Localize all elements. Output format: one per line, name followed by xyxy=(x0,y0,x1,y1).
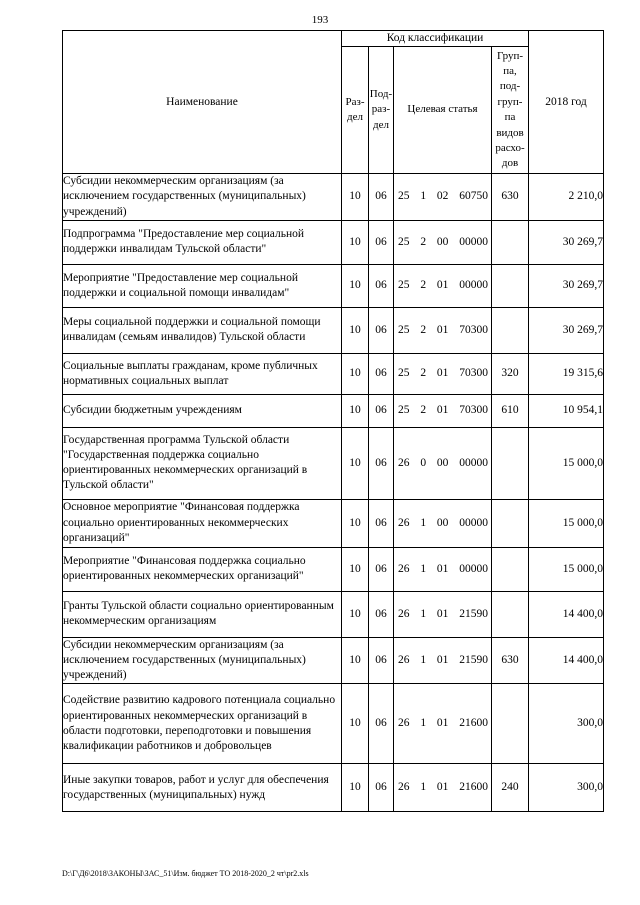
target-direction: 21600 xyxy=(459,717,488,730)
row-target-article xyxy=(394,264,492,307)
table-row xyxy=(63,264,604,307)
target-subprogram: 1 xyxy=(420,607,427,620)
row-razdel: 10 xyxy=(342,764,369,812)
row-expense-group xyxy=(492,684,529,764)
table-row xyxy=(63,174,604,221)
row-expense-group: 630 xyxy=(492,637,529,684)
row-amount: 14 400,0 xyxy=(529,637,604,684)
target-event: 01 xyxy=(436,562,449,575)
row-amount: 10 954,1 xyxy=(529,394,604,427)
row-target-article xyxy=(394,591,492,637)
table-row xyxy=(63,220,604,264)
row-amount: 15 000,0 xyxy=(529,547,604,591)
row-amount: 30 269,7 xyxy=(529,307,604,353)
row-target-article xyxy=(394,684,492,764)
row-expense-group xyxy=(492,220,529,264)
table-row xyxy=(63,547,604,591)
row-target-article xyxy=(394,353,492,394)
row-razdel: 10 xyxy=(342,427,369,499)
target-event: 01 xyxy=(436,717,449,730)
row-podrazdel: 06 xyxy=(369,307,394,353)
target-direction: 70300 xyxy=(459,404,488,417)
table-row xyxy=(63,307,604,353)
target-event: 01 xyxy=(436,404,449,417)
table-row xyxy=(63,637,604,684)
row-expense-group xyxy=(492,427,529,499)
row-expense-group: 610 xyxy=(492,394,529,427)
target-subprogram: 0 xyxy=(420,456,427,469)
row-razdel: 10 xyxy=(342,220,369,264)
target-direction: 00000 xyxy=(459,456,488,469)
target-direction: 00000 xyxy=(459,235,488,248)
row-target-article xyxy=(394,307,492,353)
row-razdel: 10 xyxy=(342,637,369,684)
row-name: Иные закупки товаров, работ и услуг для обеспечения государственных (муниципальных) нужд xyxy=(63,764,342,812)
row-expense-group xyxy=(492,591,529,637)
target-direction: 00000 xyxy=(459,516,488,529)
row-razdel: 10 xyxy=(342,394,369,427)
row-target-article xyxy=(394,174,492,221)
header-podrazdel: Под- раз- дел xyxy=(369,47,394,174)
row-name: Основное мероприятие "Финансовая поддержка социально ориентированных некоммерческих организаций" xyxy=(63,499,342,547)
table-row xyxy=(63,353,604,394)
row-expense-group: 630 xyxy=(492,174,529,221)
target-program: 25 xyxy=(398,404,410,417)
row-podrazdel: 06 xyxy=(369,220,394,264)
table-body xyxy=(63,174,604,812)
row-razdel: 10 xyxy=(342,264,369,307)
target-subprogram: 2 xyxy=(420,279,427,292)
target-event: 01 xyxy=(436,323,449,336)
target-program: 25 xyxy=(398,323,410,336)
target-event: 01 xyxy=(436,367,449,380)
row-name: Мероприятие "Финансовая поддержка социально ориентированных некоммерческих организаций" xyxy=(63,547,342,591)
row-amount: 15 000,0 xyxy=(529,427,604,499)
row-amount: 300,0 xyxy=(529,764,604,812)
row-podrazdel: 06 xyxy=(369,499,394,547)
row-razdel: 10 xyxy=(342,307,369,353)
row-target-article xyxy=(394,764,492,812)
target-event: 01 xyxy=(436,781,449,794)
row-amount: 300,0 xyxy=(529,684,604,764)
table-row xyxy=(63,394,604,427)
target-program: 26 xyxy=(398,562,410,575)
table-row xyxy=(63,427,604,499)
header-expense-group: Груп- па, под- груп- па видов расхо- дов xyxy=(492,47,529,174)
row-expense-group xyxy=(492,307,529,353)
row-target-article xyxy=(394,427,492,499)
header-name: Наименование xyxy=(63,31,342,174)
target-direction: 21590 xyxy=(459,607,488,620)
target-program: 26 xyxy=(398,516,410,529)
row-target-article xyxy=(394,220,492,264)
row-name: Содействие развитию кадрового потенциала социально ориентированных некоммерческих организаций в области подготовки, переподготовки и повышения квалификации работников и добровольцев xyxy=(63,684,342,764)
target-subprogram: 1 xyxy=(420,717,427,730)
header-target-article: Целевая статья xyxy=(394,47,492,174)
row-podrazdel: 06 xyxy=(369,547,394,591)
target-program: 26 xyxy=(398,607,410,620)
row-name: Государственная программа Тульской области "Государственная поддержка социально ориентированных некоммерческих организаций в Тульской области" xyxy=(63,427,342,499)
row-amount: 14 400,0 xyxy=(529,591,604,637)
target-subprogram: 2 xyxy=(420,323,427,336)
row-name: Субсидии некоммерческим организациям (за исключением государственных (муниципальных) учреждений) xyxy=(63,174,342,221)
header-razdel: Раз- дел xyxy=(342,47,369,174)
row-razdel: 10 xyxy=(342,547,369,591)
row-podrazdel: 06 xyxy=(369,264,394,307)
target-subprogram: 1 xyxy=(420,516,427,529)
target-direction: 70300 xyxy=(459,323,488,336)
row-razdel: 10 xyxy=(342,353,369,394)
page-number: 193 xyxy=(311,14,329,26)
target-event: 00 xyxy=(436,516,449,529)
row-target-article xyxy=(394,637,492,684)
row-amount: 19 315,6 xyxy=(529,353,604,394)
row-name: Социальные выплаты гражданам, кроме публичных нормативных социальных выплат xyxy=(63,353,342,394)
target-event: 01 xyxy=(436,607,449,620)
target-subprogram: 1 xyxy=(420,781,427,794)
target-direction: 21600 xyxy=(459,781,488,794)
row-podrazdel: 06 xyxy=(369,591,394,637)
file-path-footer: D:\Г\Д6\2018\ЗАКОНЫ\ЗАС_51\Изм. бюджет ТО 2018-2020_2 чт\pr2.xls xyxy=(62,869,309,878)
row-amount: 2 210,0 xyxy=(529,174,604,221)
row-name: Субсидии некоммерческим организациям (за исключением государственных (муниципальных) учреждений) xyxy=(63,637,342,684)
row-podrazdel: 06 xyxy=(369,764,394,812)
row-name: Подпрограмма "Предоставление мер социальной поддержки инвалидам Тульской области" xyxy=(63,220,342,264)
row-expense-group xyxy=(492,264,529,307)
target-direction: 21590 xyxy=(459,653,488,666)
row-podrazdel: 06 xyxy=(369,684,394,764)
row-podrazdel: 06 xyxy=(369,353,394,394)
row-podrazdel: 06 xyxy=(369,394,394,427)
target-direction: 60750 xyxy=(459,190,488,203)
budget-table xyxy=(62,30,604,812)
table-header xyxy=(63,31,604,174)
table-row xyxy=(63,499,604,547)
target-program: 26 xyxy=(398,717,410,730)
target-program: 26 xyxy=(398,781,410,794)
target-subprogram: 1 xyxy=(420,562,427,575)
target-program: 25 xyxy=(398,367,410,380)
row-expense-group: 240 xyxy=(492,764,529,812)
target-event: 00 xyxy=(436,235,449,248)
table-row xyxy=(63,591,604,637)
target-subprogram: 2 xyxy=(420,404,427,417)
target-event: 02 xyxy=(436,190,449,203)
target-direction: 70300 xyxy=(459,367,488,380)
row-name: Гранты Тульской области социально ориентированным некоммерческим организациям xyxy=(63,591,342,637)
target-event: 01 xyxy=(436,279,449,292)
row-amount: 15 000,0 xyxy=(529,499,604,547)
target-subprogram: 2 xyxy=(420,235,427,248)
row-name: Субсидии бюджетным учреждениям xyxy=(63,394,342,427)
target-program: 26 xyxy=(398,456,410,469)
row-name: Меры социальной поддержки и социальной помощи инвалидам (семьям инвалидов) Тульской области xyxy=(63,307,342,353)
target-subprogram: 2 xyxy=(420,367,427,380)
row-expense-group xyxy=(492,499,529,547)
table-row xyxy=(63,684,604,764)
row-amount: 30 269,7 xyxy=(529,220,604,264)
target-event: 00 xyxy=(436,456,449,469)
table-row xyxy=(63,764,604,812)
row-podrazdel: 06 xyxy=(369,637,394,684)
target-direction: 00000 xyxy=(459,279,488,292)
row-podrazdel: 06 xyxy=(369,427,394,499)
row-razdel: 10 xyxy=(342,499,369,547)
row-expense-group xyxy=(492,547,529,591)
row-target-article xyxy=(394,547,492,591)
row-target-article xyxy=(394,499,492,547)
target-event: 01 xyxy=(436,653,449,666)
row-razdel: 10 xyxy=(342,174,369,221)
header-classification: Код классификации xyxy=(342,31,529,47)
row-podrazdel: 06 xyxy=(369,174,394,221)
target-program: 25 xyxy=(398,279,410,292)
target-direction: 00000 xyxy=(459,562,488,575)
row-expense-group: 320 xyxy=(492,353,529,394)
target-subprogram: 1 xyxy=(420,190,427,203)
target-program: 26 xyxy=(398,653,410,666)
row-target-article xyxy=(394,394,492,427)
row-razdel: 10 xyxy=(342,591,369,637)
row-razdel: 10 xyxy=(342,684,369,764)
row-name: Мероприятие "Предоставление мер социальной поддержки и социальной помощи инвалидам" xyxy=(63,264,342,307)
row-amount: 30 269,7 xyxy=(529,264,604,307)
target-program: 25 xyxy=(398,190,410,203)
header-year: 2018 год xyxy=(529,31,604,174)
target-subprogram: 1 xyxy=(420,653,427,666)
target-program: 25 xyxy=(398,235,410,248)
